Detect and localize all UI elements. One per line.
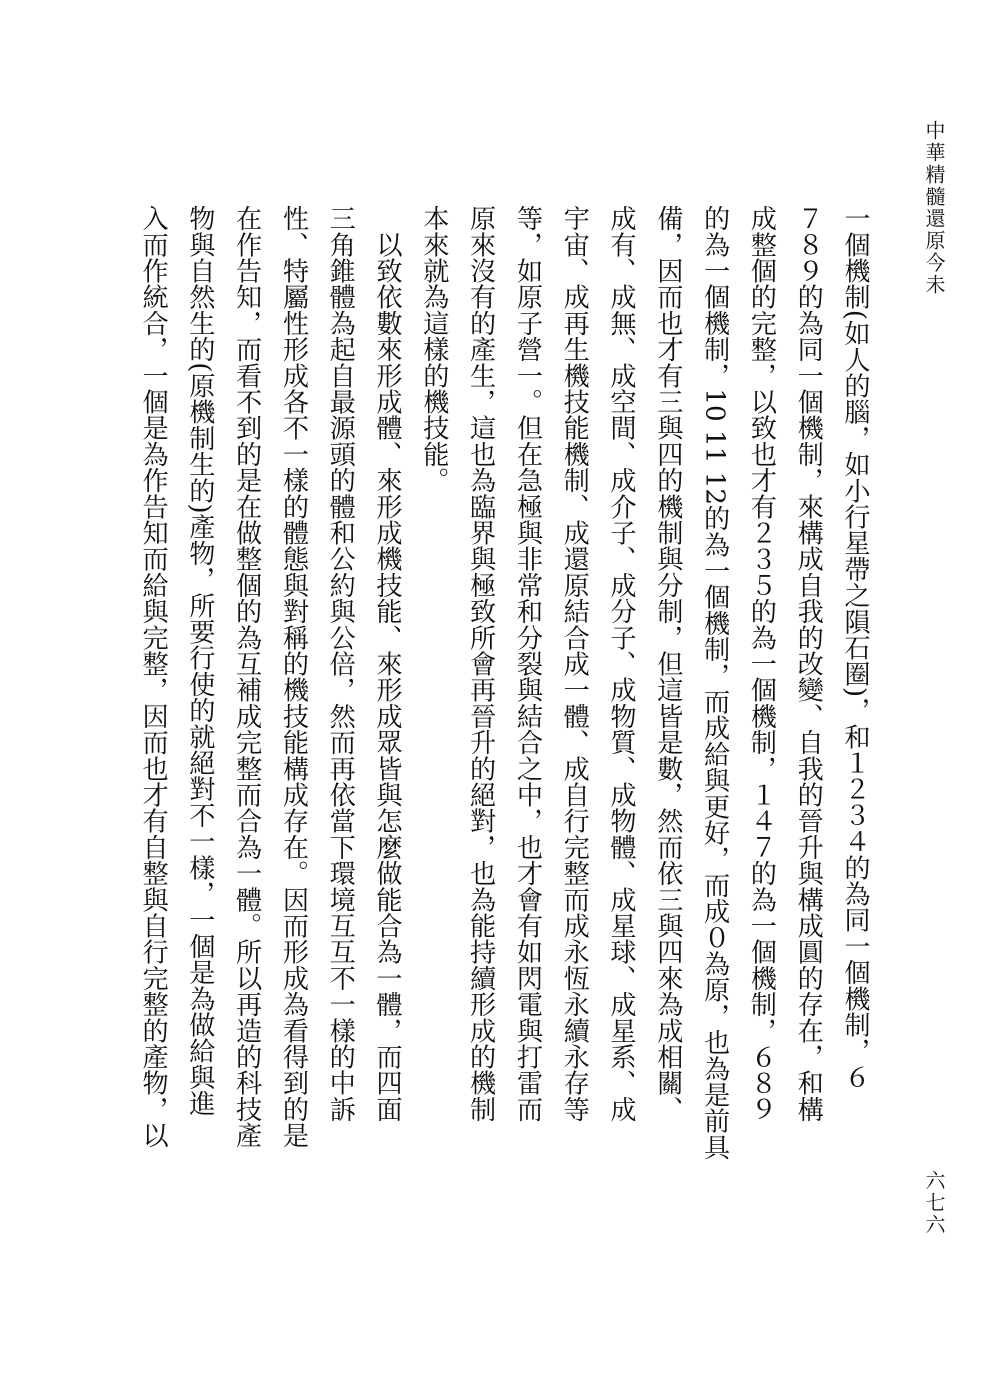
text-line: 的為一個機制，10 11 12的為一個機制，而成給與更好，而成０為原，也為是前具 (699, 205, 730, 1161)
text-line: 三角錐體為起自最源頭的體和公約與公倍，然而再依當下環境互互不一樣的中訴 (325, 205, 356, 1122)
text-line: 物與自然生的(原機制生的)產物，所要行使的就絕對不一樣，一個是為做給與進 (184, 205, 215, 1117)
text-line: 備，因而也才有三與四的機制與分制，但這皆是數，然而依三與四來為成相關、 (652, 205, 683, 1122)
text-line: ７８９的為同一個機制，來構成自我的改變、自我的晉升與構成圓的存在，和構 (793, 205, 824, 1122)
text-line: 在作告知，而看不到的是在做整個的為互補成完整而合為一體。所以再造的科技產 (231, 205, 262, 1149)
text-line: 性、特屬性形成各不一樣的體態與對稱的機技能構成存在。因而形成為看得到的是 (278, 205, 309, 1149)
text-line: 等，如原子營一。但在急極與非常和分裂與結合之中，也才會有如閃電與打雷而 (512, 205, 543, 1122)
paragraph-2 (129, 205, 410, 1285)
text-line: 以致依數來形成體、來形成機技能、來形成眾皆與怎麼做能合為一體，而四面 (372, 205, 403, 1122)
text-line: 成整個的完整，以致也才有２３５的為一個機制，１４７的為一個機制，６８９ (746, 205, 777, 1122)
text-line: 宇宙、成再生機技能機制、成還原結合成一體、成自行完整而成永恆永續永存等 (559, 205, 590, 1122)
text-line: 入而作統合，一個是為作告知而給與完整，因而也才有自整與自行完整的產物，以 (138, 205, 169, 1149)
paragraph-1 (410, 205, 878, 1285)
text-line: 成有、成無、成空間、成介子、成分子、成物質、成物體、成星球、成星系、成 (606, 205, 637, 1122)
text-line: 本來就為這樣的機技能。 (418, 205, 449, 494)
text-line: 原來沒有的產生，這也為臨界與極致所會再晉升的絕對，也為能持續形成的機制 (465, 205, 496, 1122)
text-line: 一個機制(如人的腦，如小行星帶之隕石圈)，和１２３４的為同一個機制，６ (840, 205, 870, 1091)
running-head: 中華精髓還原今未 (922, 120, 946, 296)
page-number: 六七六 (922, 1170, 946, 1236)
body-text (126, 205, 878, 1285)
